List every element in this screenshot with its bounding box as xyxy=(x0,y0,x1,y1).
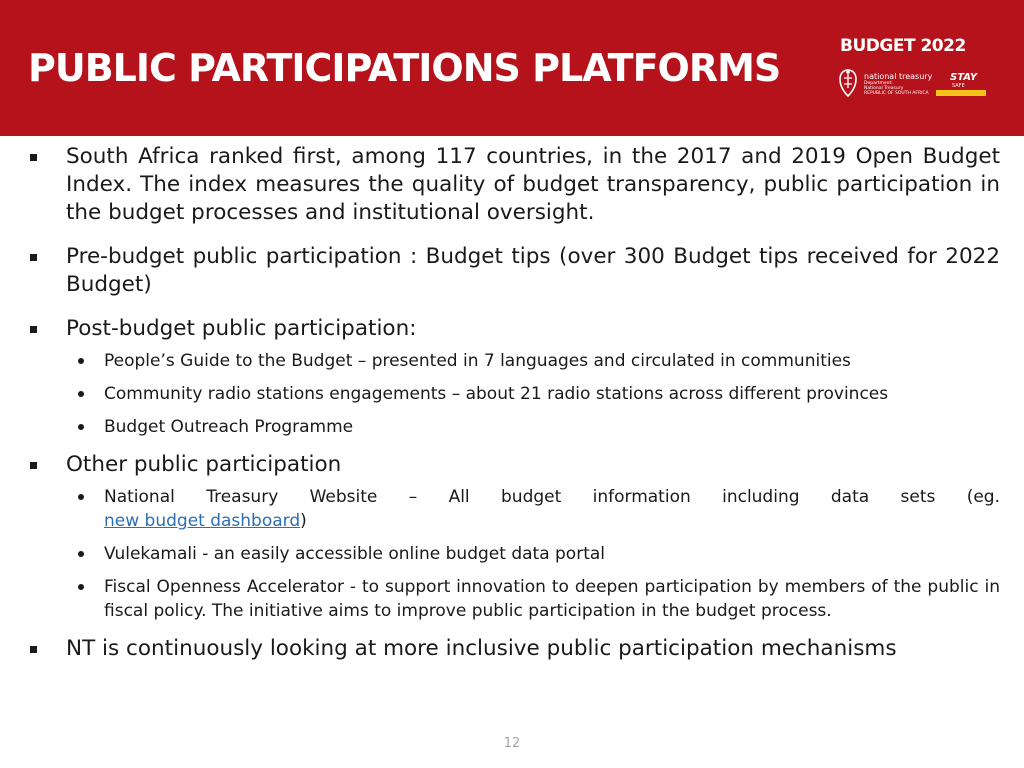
slide-title: PUBLIC PARTICIPATIONS PLATFORMS xyxy=(28,46,781,90)
bullet-text: NT is continuously looking at more inclusive public participation mechanisms xyxy=(66,636,897,661)
sub-item-text: People’s Guide to the Budget – presented in 7 languages and circulated in communities xyxy=(104,351,851,371)
bullet-text: Pre-budget public participation : Budget tips (over 300 Budget tips received for 2022 Budget) xyxy=(66,244,1000,297)
closing-paren: ) xyxy=(300,511,307,531)
stay-label: STAY xyxy=(950,72,978,83)
sub-item-text-line-1: National Treasury Website – All budget information including data sets (eg. xyxy=(104,487,1000,507)
treasury-line-3: REPUBLIC OF SOUTH AFRICA xyxy=(864,91,929,96)
safe-label: SAFE xyxy=(952,83,965,89)
sub-item-text: Vulekamali - an easily accessible online budget data portal xyxy=(104,544,606,564)
sub-item-text: Budget Outreach Programme xyxy=(104,417,354,437)
treasury-line-2: National Treasury xyxy=(864,86,904,91)
round-bullet-icon xyxy=(78,584,84,590)
title-banner xyxy=(0,0,1024,136)
post-budget-sub-list xyxy=(30,349,1000,439)
coat-of-arms-icon xyxy=(837,68,859,98)
bullet-nt-inclusive xyxy=(30,635,1000,663)
budget-2022-logo xyxy=(832,26,1002,116)
bullet-text: South Africa ranked first, among 117 countries, in the 2017 and 2019 Open Budget Index. The index measures the quality of budget transparency, public participation in the budget processes and institutional oversight. xyxy=(66,144,1000,225)
sub-item-fiscal-openness xyxy=(30,575,1000,623)
round-bullet-icon xyxy=(78,551,84,557)
bullet-text: Post-budget public participation: xyxy=(66,316,417,341)
square-bullet-icon xyxy=(30,646,37,653)
sub-item-outreach xyxy=(30,415,1000,439)
sub-item-text-line-2 xyxy=(104,509,1000,533)
bullet-other-participation xyxy=(30,451,1000,479)
page-number: 12 xyxy=(503,736,521,751)
round-bullet-icon xyxy=(78,424,84,430)
sub-item-treasury-website xyxy=(30,485,1000,533)
budget-2022-label: BUDGET 2022 xyxy=(840,36,966,56)
square-bullet-icon xyxy=(30,254,37,261)
square-bullet-icon xyxy=(30,326,37,333)
round-bullet-icon xyxy=(78,391,84,397)
round-bullet-icon xyxy=(78,494,84,500)
slide-body xyxy=(30,143,1000,679)
bullet-pre-budget xyxy=(30,243,1000,299)
national-treasury-logo xyxy=(864,72,932,96)
bullet-open-budget-index xyxy=(30,143,1000,227)
square-bullet-icon xyxy=(30,462,37,469)
other-participation-sub-list xyxy=(30,485,1000,623)
sub-item-peoples-guide xyxy=(30,349,1000,373)
sub-item-text: Community radio stations engagements – about 21 radio stations across different provinces xyxy=(104,384,889,404)
sub-item-vulekamali xyxy=(30,542,1000,566)
stay-safe-logo xyxy=(936,72,986,100)
budget-dashboard-link[interactable]: new budget dashboard xyxy=(104,511,301,531)
round-bullet-icon xyxy=(78,358,84,364)
treasury-name: national treasury xyxy=(864,72,933,81)
sub-item-community-radio xyxy=(30,382,1000,406)
bullet-post-budget xyxy=(30,315,1000,343)
treasury-line-1: Department: xyxy=(864,81,893,86)
stay-safe-bar xyxy=(936,90,986,96)
sub-item-text: Fiscal Openness Accelerator - to support innovation to deepen participation by members of the public in fiscal policy. The initiative aims to improve public participation in the budget process. xyxy=(104,577,1000,621)
square-bullet-icon xyxy=(30,154,37,161)
bullet-text: Other public participation xyxy=(66,452,342,477)
